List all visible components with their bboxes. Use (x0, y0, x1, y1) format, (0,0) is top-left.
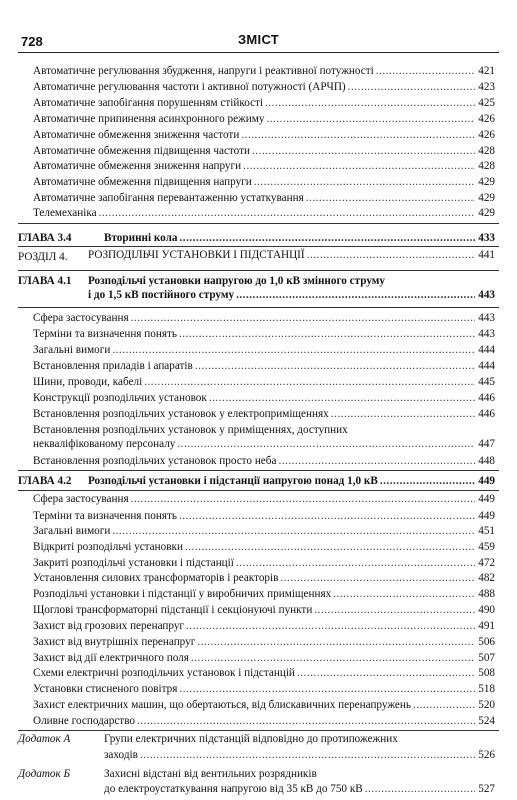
toc-entry-title: Автоматичне обмеження зниження напруги (33, 160, 242, 172)
toc-entry-page: 428 (478, 160, 495, 172)
appendix-a[interactable] (104, 746, 495, 762)
toc-entry[interactable] (33, 452, 495, 468)
toc-entry-page: 520 (478, 699, 495, 711)
dot-leader (280, 571, 475, 585)
dot-leader (191, 651, 475, 665)
dot-leader (179, 682, 475, 696)
toc-entry-title: Конструкції розподільчих установок (33, 392, 207, 404)
dot-leader (185, 540, 475, 554)
dot-leader (197, 635, 475, 649)
toc-entry-page: 490 (478, 604, 495, 616)
dot-leader (140, 748, 475, 762)
toc-entry-page: 446 (478, 392, 495, 404)
dot-leader (195, 359, 475, 373)
toc-entry-page: 428 (478, 145, 495, 157)
toc-entry-title: і до 1,5 кВ постійного струму (88, 289, 235, 301)
toc-entry-page: 524 (478, 715, 495, 727)
toc-entry[interactable] (33, 601, 495, 617)
toc-entry-page: 429 (478, 176, 495, 188)
toc-entry-page: 444 (478, 344, 495, 356)
toc-entry[interactable] (33, 78, 495, 94)
toc-entry-page: 444 (478, 360, 495, 372)
dot-leader (266, 112, 475, 126)
section-divider (18, 470, 499, 471)
toc-entry-title: Терміни та визначення понять (33, 510, 177, 522)
appendix-label: Додаток А (18, 733, 71, 745)
toc-entry-page: 526 (478, 749, 495, 761)
appendix-label: Додаток Б (18, 768, 71, 780)
toc-entry[interactable] (33, 664, 495, 680)
toc-entry-page: 527 (478, 783, 495, 795)
toc-entry-title: некваліфікованому персоналу (33, 438, 176, 450)
toc-entry[interactable] (33, 173, 495, 189)
toc-entry-title: Розподільчі установки і підстанції у виробничих приміщеннях (33, 588, 332, 600)
toc-entry-page: 443 (478, 312, 495, 324)
toc-entry-title: Встановлення розподільчих установок просто неба (33, 455, 277, 467)
toc-entry-page: 518 (478, 683, 495, 695)
toc-entry-title: Автоматичне регулювання збудження, напруги і реактивної потужності (33, 65, 374, 77)
dot-leader (380, 474, 475, 488)
toc-entry-page: 441 (478, 249, 495, 261)
toc-entry[interactable] (33, 633, 495, 649)
dot-leader (241, 128, 475, 142)
chapter-3-4[interactable] (104, 229, 495, 245)
toc-entry-title: Установлення силових трансформаторів і реакторів (33, 572, 279, 584)
dot-leader (306, 191, 475, 205)
toc-entry[interactable] (33, 309, 495, 325)
page-header (0, 0, 517, 52)
toc-entry[interactable] (33, 189, 495, 205)
dot-leader (209, 391, 475, 405)
toc-entry-page: 451 (478, 525, 495, 537)
toc-entry[interactable] (33, 62, 495, 78)
toc-entry-page: 425 (478, 97, 495, 109)
toc-entry[interactable] (33, 522, 495, 538)
toc-entry[interactable] (33, 554, 495, 570)
toc-entry[interactable] (33, 157, 495, 173)
dot-leader (314, 603, 475, 617)
toc-entry-title: Закриті розподільчі установки і підстанції (33, 557, 234, 569)
toc-entry[interactable] (33, 373, 495, 389)
toc-entry-page: 445 (478, 376, 495, 388)
dot-leader (177, 437, 475, 451)
toc-entry[interactable] (33, 204, 495, 220)
toc-entry[interactable] (33, 538, 495, 554)
section-divider (18, 730, 499, 731)
toc-entry-title: Автоматичне обмеження підвищення частоти (33, 145, 250, 157)
toc-entry-page: 491 (478, 620, 495, 632)
chapter-4-2[interactable] (88, 472, 495, 488)
toc-entry[interactable] (33, 696, 495, 712)
toc-entry[interactable] (33, 110, 495, 126)
appendix-b[interactable] (104, 780, 495, 796)
toc-entry-page: 423 (478, 81, 495, 93)
dot-leader (131, 492, 475, 506)
dot-leader (348, 80, 475, 94)
dot-leader (112, 524, 475, 538)
toc-entry-page: 443 (478, 328, 495, 340)
toc-entry-title: Телемеханіка (33, 207, 97, 219)
toc-entry-title: Схеми електричні розподільчих установок і підстанцій (33, 667, 295, 679)
toc-entry-page: 446 (478, 408, 495, 420)
toc-entry-page: 508 (478, 667, 495, 679)
toc-entry-page: 506 (478, 636, 495, 648)
toc-entry[interactable] (33, 712, 495, 728)
toc-entry-page: 426 (478, 113, 495, 125)
toc-entry-title: Автоматичне запобігання перевантаженню устаткування (33, 192, 304, 204)
toc-entry-title: Автоматичне обмеження підвищення напруги (33, 176, 252, 188)
toc-entry-page: 429 (478, 207, 495, 219)
toc-entry-title: Захист від грозових перенапруг (33, 620, 184, 632)
toc-entry-page: 443 (478, 289, 495, 301)
dot-leader (243, 159, 475, 173)
toc-entry[interactable] (33, 585, 495, 601)
dot-leader (365, 782, 475, 796)
toc-entry[interactable] (33, 569, 495, 585)
dot-leader (137, 714, 475, 728)
toc-entry-title: заходів (104, 749, 138, 761)
page-title: ЗМІСТ (237, 32, 280, 47)
toc-entry[interactable] (33, 405, 495, 421)
toc-entry-title: Захист електричних машин, що обертаються, від блискавичних перенапружень (33, 699, 411, 711)
toc-entry-title: Шини, проводи, кабелі (33, 376, 143, 388)
toc-entry-page: 433 (478, 232, 495, 244)
toc-entry-title: Терміни та визначення понять (33, 328, 177, 340)
toc-entry-title: Автоматичне запобігання порушенням стійкості (33, 97, 264, 109)
toc-entry[interactable] (33, 325, 495, 341)
chapter-title-line: Розподільчі установки напругою до 1,0 кВ змінного струму (88, 275, 385, 287)
appendix-title-line: Групи електричних підстанцій відповідно до протипожежних (104, 733, 398, 745)
dot-leader (413, 698, 475, 712)
section-4[interactable] (88, 246, 495, 262)
dot-leader (179, 509, 475, 523)
dot-leader (112, 343, 475, 357)
toc-entry-title: Автоматичне обмеження зниження частоти (33, 129, 240, 141)
toc-entry[interactable] (33, 680, 495, 696)
chapter-4-1[interactable] (88, 286, 495, 302)
dot-leader (144, 375, 475, 389)
toc-entry-title: Сфера застосування (33, 493, 129, 505)
toc-entry-title: Захист від дії електричного поля (33, 652, 189, 664)
dot-leader (252, 144, 475, 158)
toc-entry-page: 507 (478, 652, 495, 664)
toc-entry-title: Автоматичне регулювання частоти і активної потужності (АРЧП) (33, 81, 346, 93)
dot-leader (265, 96, 475, 110)
dot-leader (254, 175, 475, 189)
dot-leader (179, 327, 475, 341)
dot-leader (236, 288, 475, 302)
toc-entry[interactable] (33, 649, 495, 665)
header-divider (18, 52, 499, 53)
toc-entry[interactable] (33, 341, 495, 357)
toc-entry-title: Автоматичне припинення асинхронного режиму (33, 113, 265, 125)
chapter-label: ГЛАВА 4.2 (18, 475, 72, 487)
dot-leader (236, 556, 475, 570)
dot-leader (131, 311, 475, 325)
toc-entry-title: Оливне господарство (33, 715, 135, 727)
toc-entry[interactable] (33, 490, 495, 506)
dot-leader (297, 666, 475, 680)
toc-entry-page: 447 (478, 438, 495, 450)
toc-entry-page: 449 (478, 475, 495, 487)
toc-entry-line: Встановлення розподільчих установок у приміщеннях, доступних (33, 424, 348, 436)
dot-leader (307, 248, 475, 262)
toc-entry[interactable] (33, 126, 495, 142)
dot-leader (331, 407, 475, 421)
toc-entry[interactable] (33, 617, 495, 633)
section-divider (18, 270, 499, 271)
toc-entry-page: 488 (478, 588, 495, 600)
toc-entry[interactable] (33, 389, 495, 405)
toc-entry[interactable] (33, 507, 495, 523)
toc-entry-page: 472 (478, 557, 495, 569)
toc-entry[interactable] (33, 142, 495, 158)
toc-entry-title: Розподільчі установки і підстанції напругою понад 1,0 кВ (88, 475, 378, 487)
toc-entry-page: 421 (478, 65, 495, 77)
toc-entry-page: 449 (478, 493, 495, 505)
toc-entry-page: 429 (478, 192, 495, 204)
dot-leader (278, 454, 475, 468)
toc-entry-page: 448 (478, 455, 495, 467)
dot-leader (186, 619, 475, 633)
toc-entry-title: Відкриті розподільчі установки (33, 541, 183, 553)
toc-entry-title: Установки стисненого повітря (33, 683, 178, 695)
toc-entry-title: Вторинні кола (104, 232, 178, 244)
chapter-label: ГЛАВА 4.1 (18, 275, 72, 287)
toc-entry-title: Встановлення приладів і апаратів (33, 360, 193, 372)
toc-entry-title: Захист від внутрішніх перенапруг (33, 636, 196, 648)
page-number: 728 (21, 34, 43, 49)
section-divider (18, 307, 499, 308)
toc-entry-title: Загальні вимоги (33, 344, 111, 356)
toc-entry-page: 482 (478, 572, 495, 584)
dot-leader (333, 587, 475, 601)
toc-entry-page: 459 (478, 541, 495, 553)
appendix-title-line: Захисні відстані від вентильних розрядників (104, 768, 317, 780)
chapter-label: ГЛАВА 3.4 (18, 232, 72, 244)
section-label: РОЗДІЛ 4. (18, 251, 68, 263)
dot-leader (179, 231, 475, 245)
toc-entry-title: РОЗПОДІЛЬЧІ УСТАНОВКИ І ПІДСТАНЦІЇ (88, 249, 305, 261)
toc-entry-title: до електроустаткування напругою від 35 кВ до 750 кВ (104, 783, 363, 795)
section-divider (18, 223, 499, 224)
toc-entry-page: 426 (478, 129, 495, 141)
toc-entry-page: 449 (478, 510, 495, 522)
toc-entry-title: Встановлення розподільчих установок у електроприміщеннях (33, 408, 329, 420)
toc-entry-title: Сфера застосування (33, 312, 129, 324)
toc-entry[interactable] (33, 435, 495, 451)
dot-leader (376, 64, 475, 78)
toc-entry-title: Загальні вимоги (33, 525, 111, 537)
toc-entry-title: Щоглові трансформаторні підстанції і секціонуючі пункти (33, 604, 313, 616)
toc-entry[interactable] (33, 94, 495, 110)
dot-leader (99, 206, 475, 220)
toc-entry[interactable] (33, 357, 495, 373)
